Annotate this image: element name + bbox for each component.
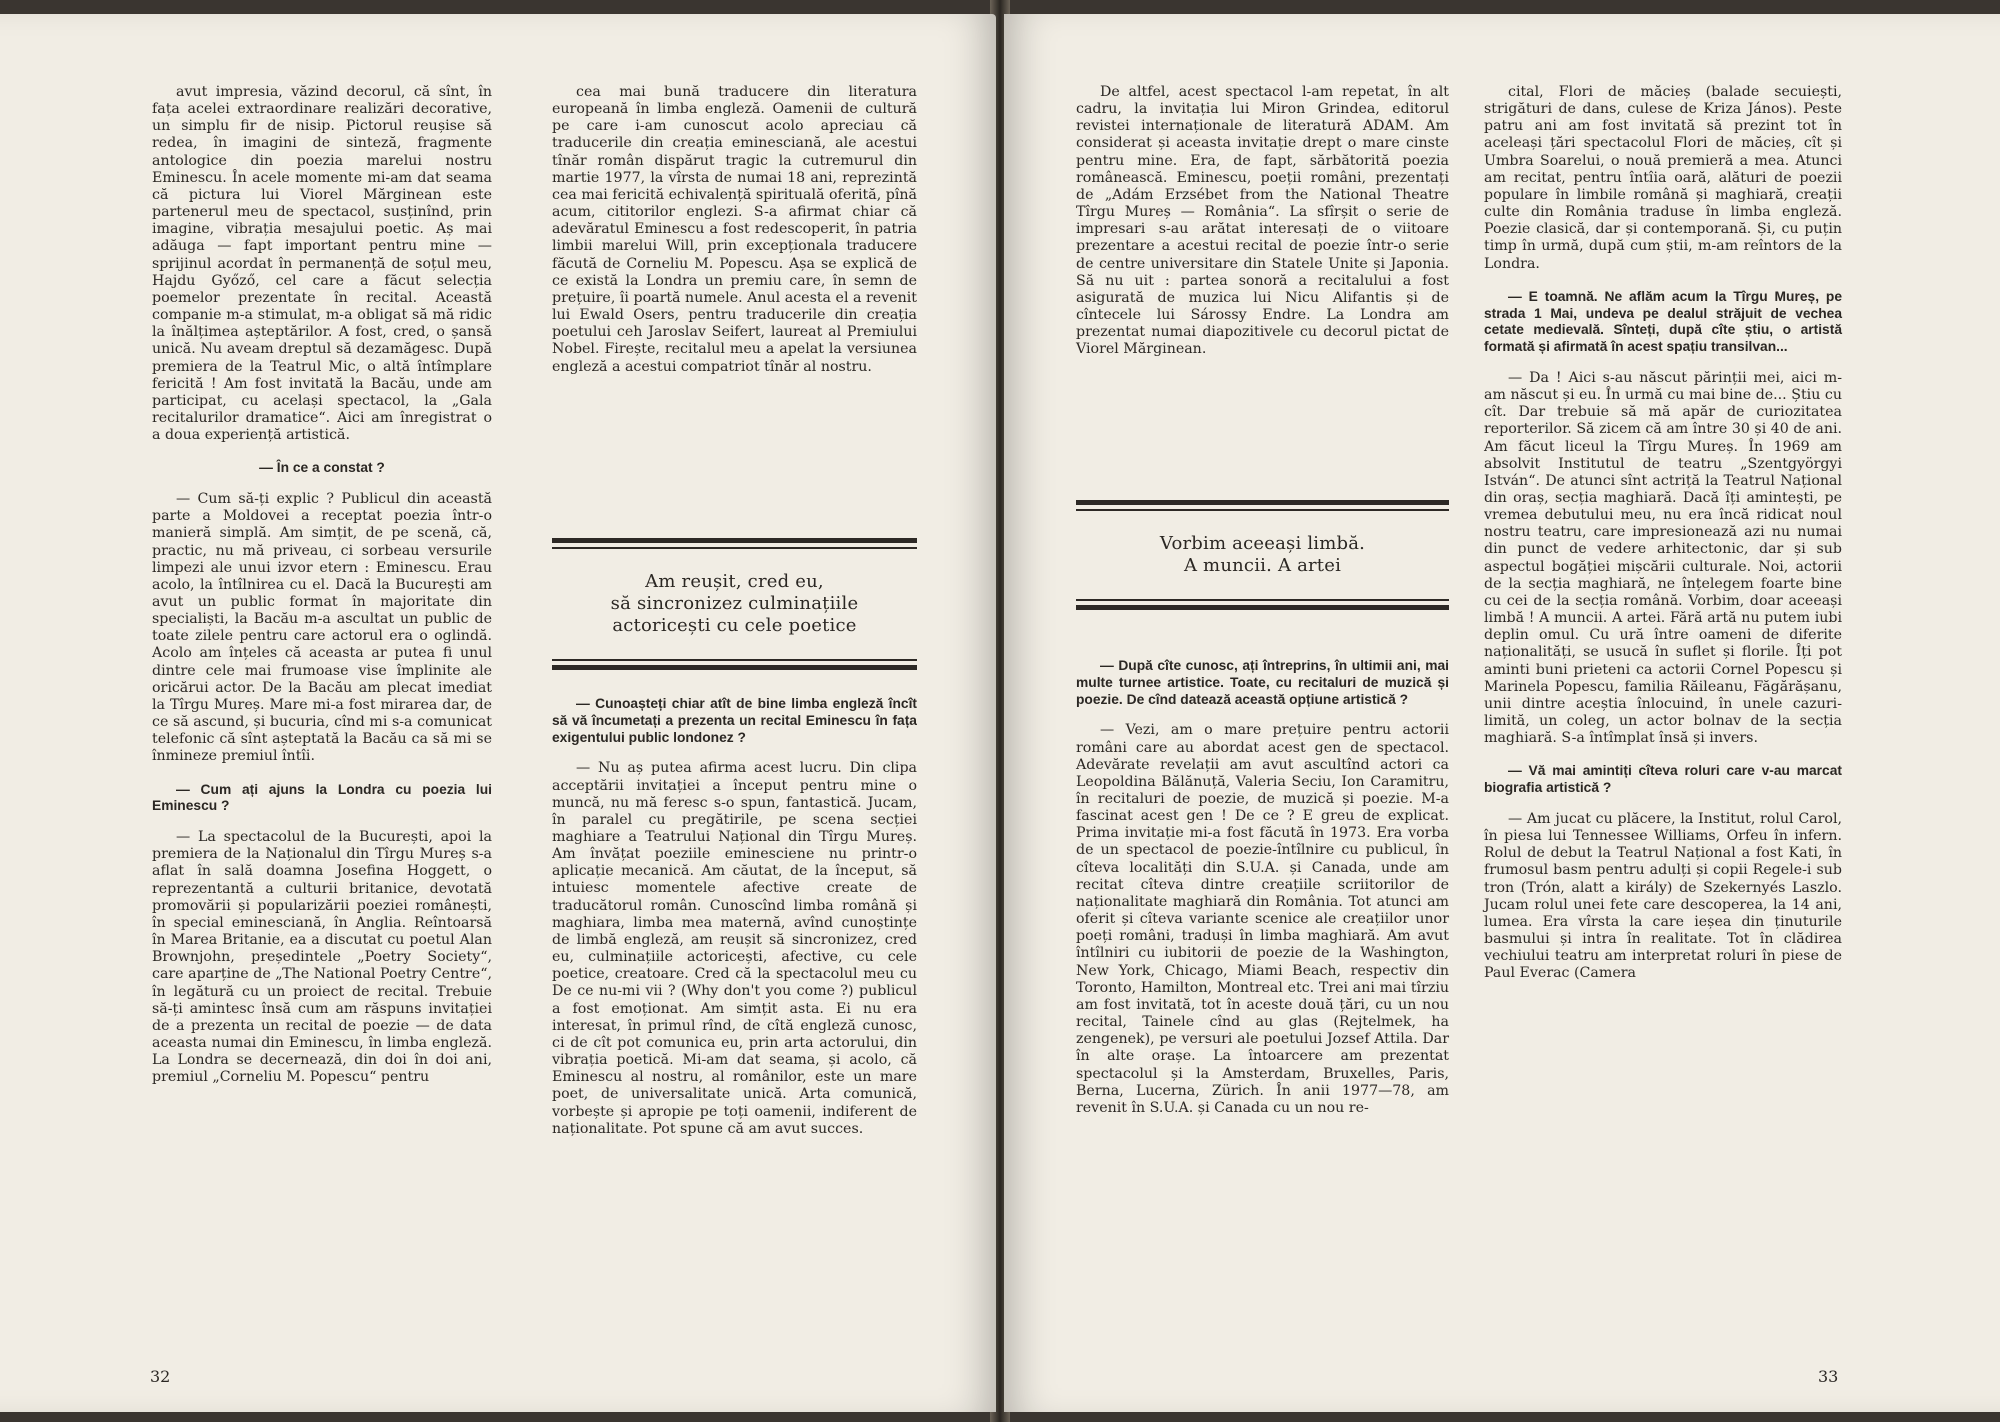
headline-line: Am reușit, cred eu, — [645, 571, 824, 592]
divider — [1076, 599, 1449, 601]
divider — [1076, 500, 1449, 505]
interview-question: — Cum ați ajuns la Londra cu poezia lui Eminescu ? — [152, 781, 492, 814]
paragraph: De altfel, acest spectacol l-am repetat, în alt cadru, la invitația lui Miron Grindea, editorul revistei internaționale de literatură ADAM. Am considerat și aceasta invitație drept o mare cinste pentru mine. Era, de fapt, sărbătorită poezia românească. Eminescu, poeții români, prezentați de „Adám Erzsébet from the National Theatre Tîrgu Mureș — România“. La sfîrșit o serie de impresari s-au arătat interesați de o viitoare prezentare a acestui recital de poezie într-o serie de centre universitare din Statele Unite și Japonia. Să nu uit : partea sonoră a recitalului a fost asigurată de muzica lui Nicu Alifantis și de cîntecele lui Sárossy Endre. La Londra am prezentat numai diapozitivele cu decorul pictat de Viorel Mărginean. — [1076, 84, 1449, 358]
paragraph: avut impresia, văzind decorul, că sînt, în fața acelei extraordinare realizări decorative, un simplu fir de nisip. Pictorul reușise să redea, în imagini de sinteză, fragmente antologice din poezia marelui nostru Eminescu. În acele momente mi-am dat seama că pictura lui Viorel Mărginean este partenerul meu de spectacol, susținînd, prin imagine, vibrația mesajului poetic. Aș mai adăuga — fapt important pentru mine — sprijinul acordat în permanență de soțul meu, Hajdu Győző, cel care a făcut selecția poemelor prezentate în recital. Această companie m-a stimulat, m-a obligat să mă ridic la înălțimea așteptărilor. A fost, cred, o șansă unică. Nu aveam dreptul să dezamăgesc. După premiera de la Teatrul Mic, o altă întîmplare fericită ! Am fost invitată la Bacău, unde am participat, cu același spectacol, la „Gala recitalurilor dramatice“. Aici am înregistrat o a doua experiență artistică. — [152, 84, 492, 444]
divider — [552, 659, 917, 661]
article-headline-right — [1076, 500, 1449, 610]
interview-question: — E toamnă. Ne aflăm acum la Tîrgu Mureș, pe strada 1 Mai, undeva pe dealul străjuit de vechea cetate medievală. Sînteți, după cîte știu, o artistă formată și afirmată în acest spațiu transilvan... — [1484, 288, 1842, 355]
headline-text — [1076, 533, 1449, 577]
headline-line: Vorbim aceeași limbă. — [1159, 533, 1366, 554]
paragraph: cital, Flori de măcieș (balade secuiești, strigături de dans, culese de Kriza János). Peste patru ani am fost invitată să prezint tot în aceleași țări spectacolul Flori de măcieș, cît și Umbra Soarelui, o nouă premieră a mea. Atunci am recitat, pentru întîia oară, alături de poezii populare în limbile română și maghiară, creații culte din România traduse în limba engleză. Poezie clasică, dar și contemporană. Și, cu puțin timp în urmă, după cum știi, m-am reîntors de la Londra. — [1484, 84, 1842, 272]
divider — [552, 547, 917, 549]
paragraph: — Am jucat cu plăcere, la Institut, rolul Carol, în piesa lui Tennessee Williams, Orfeu în infern. Rolul de debut la Teatrul Național a fost Kati, în frumosul basm pentru adulți și copii Regele-i sub tron (Trón, alatt a király) de Szekernyés Laszlo. Jucam rolul unei fete care descoperea, la 14 ani, lumea. Era vîrsta la care ieșea din ținuturile basmului și intra în realitate. Tot în clădirea vechiului teatru am interpretat roluri în piese de Paul Everac (Camera — [1484, 810, 1842, 982]
interview-question: — Cunoașteți chiar atît de bine limba engleză încît să vă încumetați a prezenta un recital Eminescu în fața exigentului public londonez ? — [552, 696, 917, 745]
interview-question: — Vă mai amintiți cîteva roluri care v-au marcat biografia artistică ? — [1484, 763, 1842, 796]
column-3-lower — [1076, 658, 1449, 1117]
column-1 — [152, 84, 492, 1087]
headline-text — [552, 571, 917, 637]
column-3 — [1076, 84, 1449, 359]
interview-question: — După cîte cunosc, ați întreprins, în ultimii ani, mai multe turnee artistice. Toate, cu recitaluri de muzică și poezie. De cînd datează această opțiune artistică ? — [1076, 658, 1449, 707]
interview-question: — În ce a constat ? — [259, 460, 385, 476]
paragraph: — Cum să-ți explic ? Publicul din această parte a Moldovei a receptat poezia într-o manieră simplă. Am simțit, de pe scenă, că, practic, nu mă priveau, ci sorbeau versurile limpezi ale unui izvor etern : Eminescu. Erau acolo, la întîlnirea cu el. Dacă la București am avut un public format în majoritate din specialiști, la Bacău m-a ascultat un public de toate zilele pentru care actorul era o oglindă. Acolo am înțeles că aceasta ar putea fi unul dintre cele mai frumoase vise împlinite ale oricărui actor. De la Bacău am plecat imediat la Tîrgu Mureș. Mare mi-a fost mirarea dar, de ce să ascund, și bucuria, cînd mi s-a comunicat telefonic că sînt așteptată la Bacău ca să mi se înmineze premiul întîi. — [152, 491, 492, 765]
paragraph: — Da ! Aici s-au născut părinții mei, aici m-am născut și eu. În urmă cu mai bine de... Știu cu cît. Dar trebuie să mă apăr de curiozitatea reporterilor. Să zicem că am între 30 și 40 de ani. Am făcut liceul la Tîrgu Mureș. În 1969 am absolvit Institutul de teatru „Szentgyörgyi István“. De atunci sînt actriță la Teatrul Național din oraș, secția maghiară. Dacă îți amintești, pe vremea debutului meu, nu era încă ridicat noul nostru teatru, care impresionează azi nu numai din punct de vedere arhitectonic, dar și sub aspectul bogăției mișcării culturale. Noi, actorii de la secția maghiară, ne înțelegem foarte bine cu cei de la secția română. Vorbim, doar aceeași limbă ! A muncii. A artei. Fără artă nu putem iubi deplin omul. Cu ură între oameni de diferite naționalități, se usucă în suflet și florile. Îți pot aminti buni prieteni ca actorii Cornel Popescu și Marinela Popescu, familia Răileanu, Făgărășanu, unii dintre aceștia înlocuind, în unele cazuri-limită, un coleg, un actor bolnav de la secția maghiară. S-a întîmplat însă și invers. — [1484, 369, 1842, 747]
divider — [1076, 605, 1449, 610]
article-headline-left — [552, 538, 917, 670]
column-2 — [552, 84, 917, 376]
divider — [552, 665, 917, 670]
page-number-right: 33 — [1818, 1367, 1839, 1386]
paragraph: — La spectacolul de la București, apoi la premiera de la Naționalul din Tîrgu Mureș s-a aflat în sală doamna Josefina Hoggett, o reprezentantă a culturii britanice, devotată promovării și popularizării poeziei românești, în special eminesciană, în Anglia. Reîntoarsă în Marea Britanie, ea a discutat cu poetul Alan Brownjohn, președintele „Poetry Society“, care aparține de „The National Poetry Centre“, în legătură cu un proiect de recital. Trebuie să-ți amintesc însă cum am răspuns invitației de a prezenta un recital de poezie — de data aceasta numai din Eminescu, în limba engleză. La Londra se decernează, din doi în doi ani, premiul „Corneliu M. Popescu“ pentru — [152, 829, 492, 1086]
headline-line: A muncii. A artei — [1183, 555, 1342, 576]
left-page — [0, 14, 996, 1412]
paragraph: — Vezi, am o mare prețuire pentru actorii români care au abordat acest gen de spectacol. Adevărate revelații am avut ascultînd actori ca Leopoldina Bălănuță, Valeria Seciu, Ion Caramitru, în recitaluri de poezie, de muzică și poezie. M-a fascinat acest gen ! De ce ? E greu de explicat. Prima invitație mi-a fost făcută în 1973. Era vorba de un spectacol de poezie-întîlnire cu publicul, în cîteva localități din S.U.A. și Canada, unde am recitat cîteva dintre creațiile scriitorilor de naționalitate maghiară din România. Tot atunci am oferit și cîteva variante scenice ale creațiilor unor poeți români, traduși în limba maghiară. Am avut întîlniri cu iubitorii de poezie de la Washington, New York, Chicago, Miami Beach, respectiv din Toronto, Hamilton, Montreal etc. Trei ani mai tîrziu am fost invitată, tot în aceste două țări, cu un nou recital, Tainele cînd au glas (Rejtelmek, ha zengenek), pe versuri ale poetului Jozsef Attila. Dar în alte orașe. La întoarcere am prezentat spectacolul și la Amsterdam, Bruxelles, Paris, Berna, Lucerna, Zürich. În anii 1977—78, am revenit în S.U.A. și Canada cu un nou re- — [1076, 722, 1449, 1116]
paragraph: — Nu aș putea afirma acest lucru. Din clipa acceptării invitației a început pentru mine o muncă, nu mă feresc s-o spun, fantastică. Jucam, în paralel cu pregătirile, pe scena secției maghiare a Teatrului Național din Tîrgu Mureș. Am învățat poeziile eminesciene nu printr-o aplicație mecanică. Am căutat, de la început, să intuiesc momentele afective create de traducătorul român. Cunoscînd limba română și maghiara, limba mea maternă, avînd cunoștințe de limbă engleză, am reușit să sincronizez, cred eu, culminațiile actoricești, afective, cu cele poetice, creatoare. Cred că la spectacolul meu cu De ce nu-mi vii ? (Why don't you come ?) publicul a fost emoționat. Am simțit asta. Ei nu era interesat, în primul rînd, de cîtă engleză cunosc, ci de cît pot comunica eu, prin arta actorului, din vibrația poetică. Mi-am dat seama, și acolo, că Eminescu al nostru, al românilor, este un mare poet, de universalitate unică. Arta comunică, vorbește și apropie pe toți oamenii, indiferent de naționalitate. Pot spune că am avut succes. — [552, 760, 917, 1137]
headline-line: să sincronizez culminațiile — [610, 593, 859, 614]
column-4 — [1484, 84, 1842, 983]
column-2-lower — [552, 696, 917, 1138]
right-page — [1004, 14, 2000, 1412]
divider — [1076, 509, 1449, 511]
page-number-left: 32 — [150, 1367, 171, 1386]
paragraph: cea mai bună traducere din literatura europeană în limba engleză. Oamenii de cultură pe care i-am cunoscut acolo apreciau că traducerile din creația eminesciană, ale acestui tînăr român dispărut tragic la cutremurul din martie 1977, la vîrsta de numai 18 ani, reprezintă cea mai fericită echivalență spirituală oferită, pînă acum, cititorilor englezi. S-a afirmat chiar că adevăratul Eminescu a fost redescoperit, în patria limbii marelui Will, prin excepționala traducere făcută de Corneliu M. Popescu. Așa se explică de ce există la Londra un premiu care, în semn de prețuire, îi poartă numele. Anul acesta el a revenit lui Ewald Osers, pentru traducerile din creația poetului ceh Jaroslav Seifert, laureat al Premiului Nobel. Firește, recitalul meu a apelat la versiunea engleză a acestui compatriot tînăr al nostru. — [552, 84, 917, 375]
headline-line: actoricești cu cele poetice — [612, 615, 857, 636]
divider — [552, 538, 917, 543]
